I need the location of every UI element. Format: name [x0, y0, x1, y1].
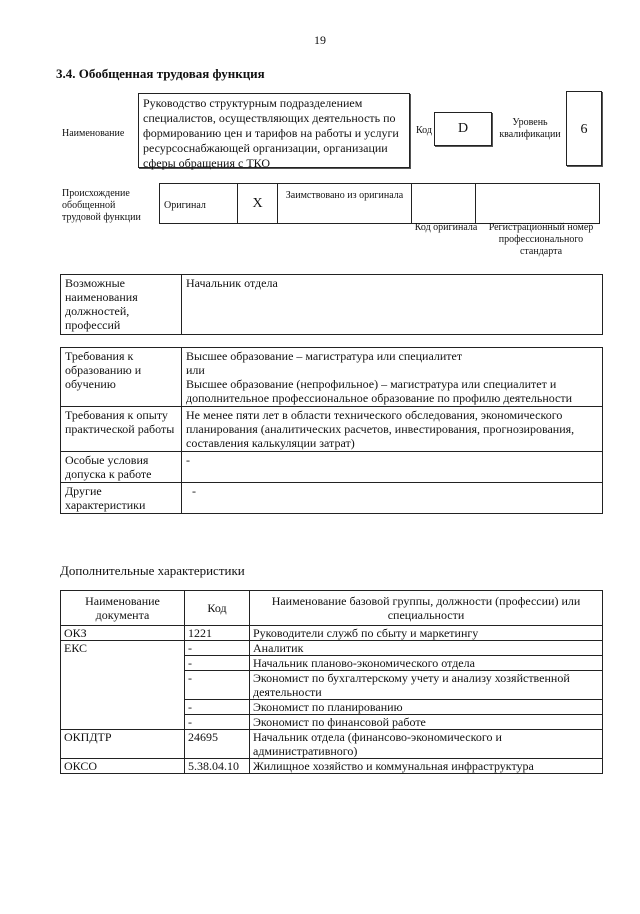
code-cell: 24695: [185, 730, 250, 759]
code-cell: -: [185, 641, 250, 656]
name-cell: Экономист по финансовой работе: [250, 715, 603, 730]
code-cell: 5.38.04.10: [185, 759, 250, 774]
name-cell: Руководители служб по сбыту и маркетингу: [250, 626, 603, 641]
table-row: [61, 626, 603, 641]
positions-table: [60, 274, 603, 335]
name-label: Наименование: [62, 128, 125, 139]
original-label: Оригинал: [164, 199, 206, 211]
extra-header-row: [61, 591, 603, 626]
reg-number-label: Регистрационный номер профессионального стандарта: [488, 222, 594, 257]
requirement-value: [182, 348, 603, 407]
requirement-row: [61, 452, 603, 483]
code-original-label: Код оригинала: [414, 222, 478, 233]
requirement-value: [182, 452, 603, 483]
table-row: [61, 641, 603, 656]
requirement-row: [61, 483, 603, 514]
section-title: 3.4. Обобщенная трудовая функция: [56, 66, 265, 81]
page-number: 19: [314, 33, 326, 47]
requirement-line: Не менее пяти лет в области технического обследования, экономического планирования (аналитических расчетов, инвестирования, прогнозирования, составления калькуляции затрат): [186, 408, 575, 450]
requirement-label: Требования к опыту практической работы: [61, 407, 182, 452]
reg-number-cell: [476, 184, 600, 224]
table-row: [61, 759, 603, 774]
origin-table: [159, 183, 600, 224]
original-cell: [160, 184, 238, 224]
doc-cell: ОКПДТР: [61, 730, 185, 759]
requirement-line: -: [192, 484, 196, 498]
code-cell: -: [185, 715, 250, 730]
requirement-line: Высшее образование – магистратура или специалитет: [186, 349, 463, 363]
code-value: D: [434, 112, 492, 146]
level-label: Уровень квалификации: [499, 117, 561, 140]
column-header: Наименование документа: [61, 591, 185, 626]
requirement-value: [182, 483, 603, 514]
requirement-label: Другие характеристики: [61, 483, 182, 514]
requirement-value: [182, 407, 603, 452]
code-cell: -: [185, 671, 250, 700]
name-value: Руководство структурным подразделением специалистов, осуществляющих деятельность по формированию цен и тарифов на работы и услуги ресурсоснабжающей организации, организации сферы обращения с ТКО: [138, 93, 410, 168]
column-header: Код: [185, 591, 250, 626]
requirement-label: Особые условия допуска к работе: [61, 452, 182, 483]
extra-title: Дополнительные характеристики: [60, 563, 245, 578]
requirement-row: [61, 348, 603, 407]
code-cell: 1221: [185, 626, 250, 641]
code-original-cell: [412, 184, 476, 224]
name-cell: Начальник планово-экономического отдела: [250, 656, 603, 671]
name-cell: Экономист по бухгалтерскому учету и анализу хозяйственной деятельности: [250, 671, 603, 700]
requirement-line: или: [186, 363, 205, 377]
name-cell: Жилищное хозяйство и коммунальная инфраструктура: [250, 759, 603, 774]
original-mark: X: [238, 184, 278, 224]
requirements-table: [60, 347, 603, 514]
origin-label: Происхождение обобщенной трудовой функции: [62, 188, 141, 223]
extra-table: [60, 590, 603, 774]
level-value: 6: [566, 91, 602, 166]
requirement-row: [61, 407, 603, 452]
name-cell: Экономист по планированию: [250, 700, 603, 715]
requirement-line: -: [186, 453, 190, 467]
borrowed-cell: [278, 184, 412, 224]
positions-label: Возможные наименования должностей, профессий: [61, 275, 182, 335]
doc-cell: ОКЗ: [61, 626, 185, 641]
borrowed-label: Заимствовано из оригинала: [285, 190, 404, 201]
name-cell: Аналитик: [250, 641, 603, 656]
table-row: [61, 730, 603, 759]
doc-cell: ЕКС: [61, 641, 185, 730]
requirement-line: Высшее образование (непрофильное) – магистратура или специалитет и дополнительное профессиональное образование по профилю деятельности: [186, 377, 573, 405]
doc-cell: ОКСО: [61, 759, 185, 774]
column-header: Наименование базовой группы, должности (профессии) или специальности: [250, 591, 603, 626]
code-label: Код: [416, 125, 432, 136]
requirement-label: Требования к образованию и обучению: [61, 348, 182, 407]
name-cell: Начальник отдела (финансово-экономического и административного): [250, 730, 603, 759]
code-cell: -: [185, 656, 250, 671]
code-cell: -: [185, 700, 250, 715]
positions-value: Начальник отдела: [182, 275, 603, 335]
